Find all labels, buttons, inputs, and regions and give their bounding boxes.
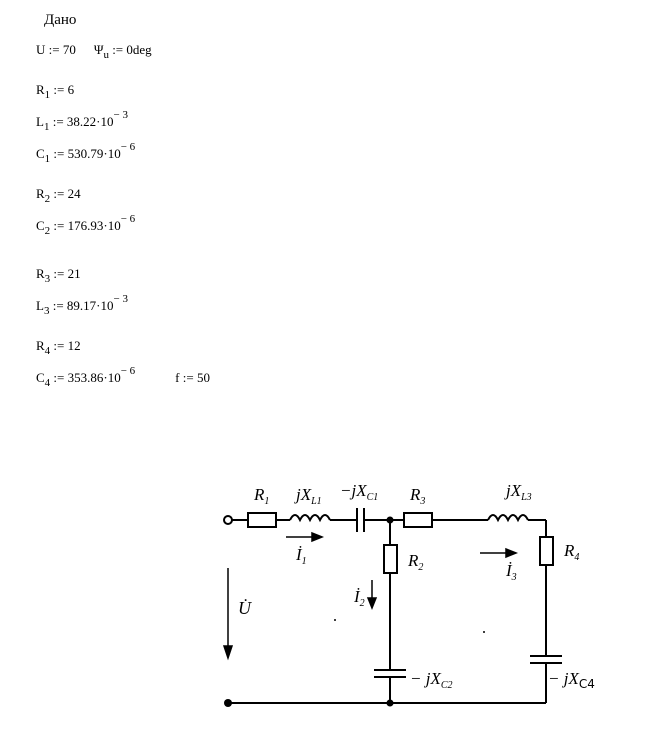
given-line-r3 xyxy=(36,266,81,285)
expr-part: := 24 xyxy=(50,186,81,201)
label-r3: $R_3$ xyxy=(410,485,426,507)
expr-part: u xyxy=(103,49,109,61)
label-jxc2: − $jX_{C2}$ xyxy=(410,669,453,691)
expr-part: − 3 xyxy=(113,109,128,121)
expr-part: 4 xyxy=(44,345,51,357)
expr-part: − 3 xyxy=(113,293,128,305)
expr-part: − 6 xyxy=(120,213,136,225)
resistor-r2 xyxy=(384,545,397,573)
given-line-u xyxy=(36,42,152,61)
given-line-l1 xyxy=(36,109,128,133)
expr-part: 1 xyxy=(44,89,51,101)
label-r1: $R_1$ xyxy=(254,485,270,507)
expr-part: := 6 xyxy=(50,82,75,97)
inductor-l3 xyxy=(488,515,528,520)
resistor-r1 xyxy=(248,513,276,527)
expr-part: 3 xyxy=(44,273,51,285)
expr-part: R xyxy=(36,266,45,281)
label-i2: $İ_2$ xyxy=(354,587,365,609)
speck-dot xyxy=(334,619,336,621)
expr-part: U := 70 xyxy=(36,42,76,57)
expr-part: := 89.17·10 xyxy=(49,298,114,313)
circuit-diagram xyxy=(0,460,656,740)
expr-part: := 0deg xyxy=(108,42,152,57)
expr-part: := 21 xyxy=(50,266,81,281)
label-jxl3: $jX_{L3}$ xyxy=(506,481,532,503)
expr-part: R xyxy=(36,82,45,97)
expr-part: 1 xyxy=(43,121,50,133)
given-line-r2 xyxy=(36,186,81,205)
label-u: U̇ xyxy=(238,598,251,618)
given-line-l3 xyxy=(36,293,128,317)
expr-part: 2 xyxy=(44,193,51,205)
given-line-r1 xyxy=(36,82,75,101)
resistor-r4 xyxy=(540,537,553,565)
expr-part: := 530.79·10 xyxy=(50,146,121,161)
label-r2: $R_2$ xyxy=(408,551,424,573)
given-line-c4 xyxy=(36,365,210,389)
given-line-r4 xyxy=(36,338,81,357)
label-i3: $İ_3$ xyxy=(506,561,517,583)
node-top xyxy=(387,517,394,524)
given-line-c2 xyxy=(36,213,136,237)
expr-part: C xyxy=(36,218,45,233)
given-line-c1 xyxy=(36,141,136,165)
expr-part: f := 50 xyxy=(175,370,210,385)
speck-dot xyxy=(483,631,485,633)
expr-part: R xyxy=(36,186,45,201)
label-jxc4: − $jX_{C4}$ xyxy=(548,669,595,691)
expr-part: L xyxy=(36,114,44,129)
expr-part: R xyxy=(36,338,45,353)
inductor-l1 xyxy=(290,515,330,520)
expr-part: 3 xyxy=(43,305,50,317)
expr-part: := 12 xyxy=(50,338,81,353)
expr-part: L xyxy=(36,298,44,313)
expr-part: 2 xyxy=(44,225,51,237)
label-jxc1: $-jX_{C1}$ xyxy=(340,481,379,503)
terminal-top xyxy=(224,516,232,524)
expr-part: 1 xyxy=(44,153,51,165)
label-jxl1: $jX_{L1}$ xyxy=(296,485,322,507)
expr-part: 4 xyxy=(44,377,51,389)
terminal-bottom xyxy=(224,699,232,707)
expr-part: C xyxy=(36,146,45,161)
label-r4: $R_4$ xyxy=(564,541,580,563)
expr-part: Ψ xyxy=(93,42,104,57)
expr-part: := 176.93·10 xyxy=(50,218,121,233)
resistor-r3 xyxy=(404,513,432,527)
label-i1: $İ_1$ xyxy=(296,545,307,567)
expr-part: − 6 xyxy=(120,365,136,377)
expr-part: := 353.86·10 xyxy=(50,370,121,385)
expr-part: C xyxy=(36,370,45,385)
expr-part: − 6 xyxy=(120,141,136,153)
expr-part: := 38.22·10 xyxy=(49,114,114,129)
node-bottom xyxy=(387,700,394,707)
heading: Дано xyxy=(44,12,77,28)
